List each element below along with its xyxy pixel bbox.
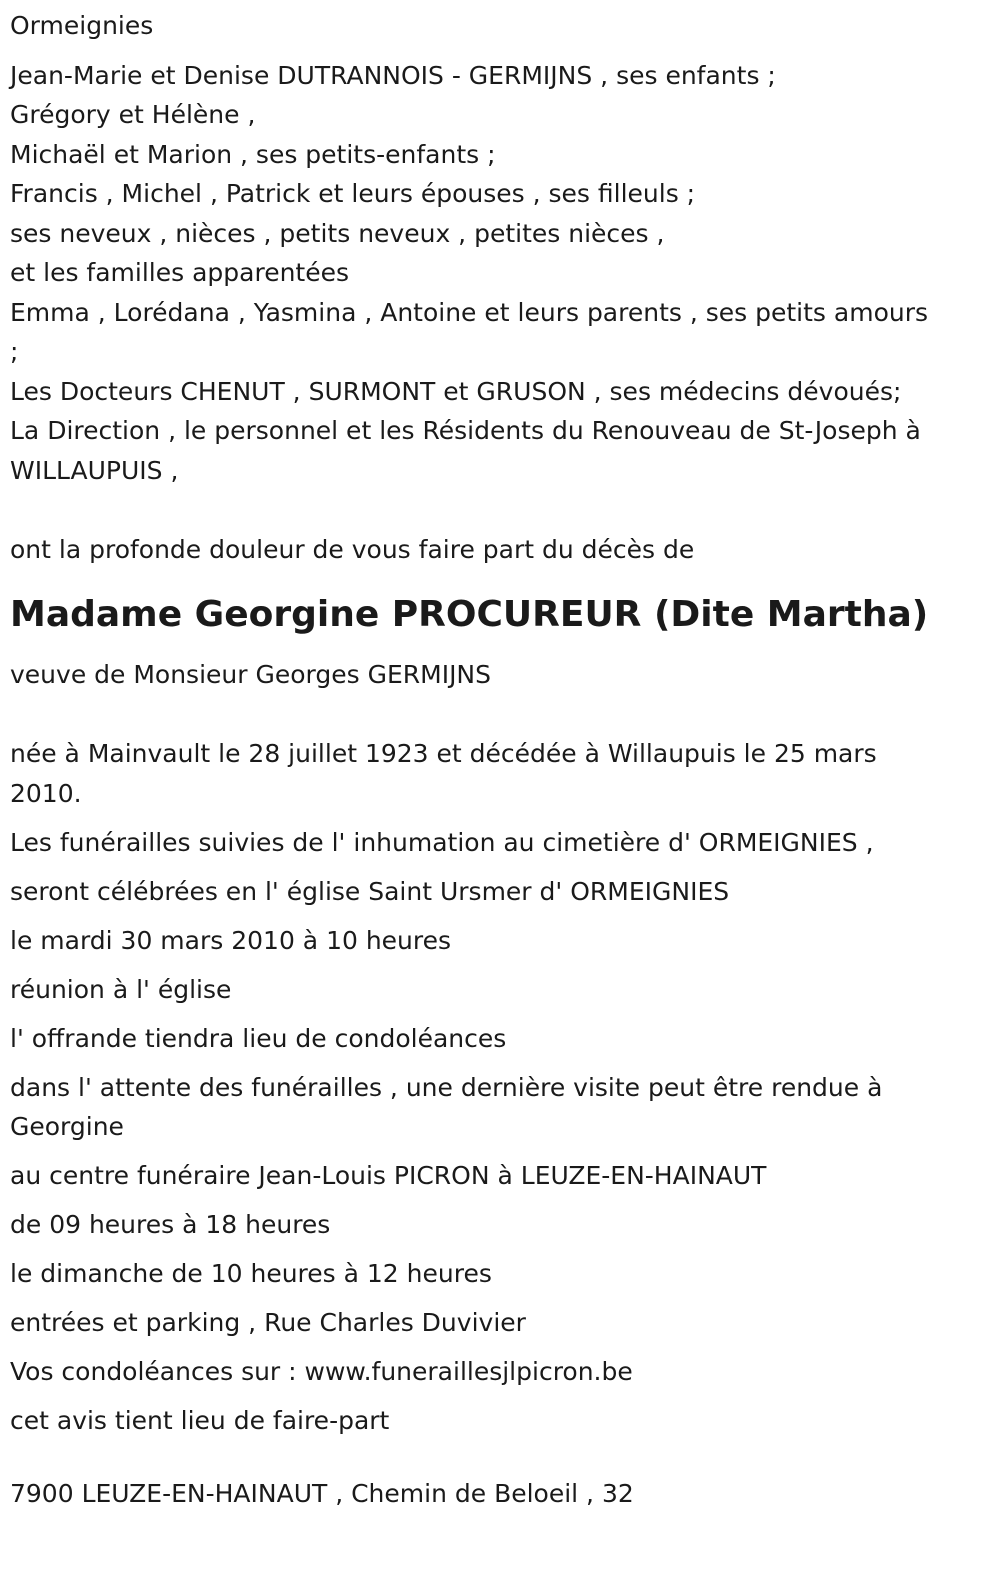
funeral-home-address: 7900 LEUZE-EN-HAINAUT , Chemin de Beloeil , 32	[10, 1479, 634, 1508]
family-line: ;	[10, 337, 19, 366]
family-list	[10, 56, 985, 491]
funeral-details	[10, 823, 985, 1440]
family-line: Michaël et Marion , ses petits-enfants ;	[10, 139, 496, 169]
announcement-text: ont la profonde douleur de vous faire part du décès de	[10, 534, 695, 564]
family-line: WILLAUPUIS ,	[10, 455, 179, 485]
condolences-line: Vos condoléances sur : www.funeraillesjlpicron.be	[10, 1357, 633, 1386]
detail-line: de 09 heures à 18 heures	[10, 1210, 331, 1239]
detail-line: entrées et parking , Rue Charles Duvivier	[10, 1308, 526, 1337]
birth-death-text: née à Mainvault le 28 juillet 1923 et décédée à Willaupuis le 25 mars	[10, 739, 877, 768]
detail-line: Les funérailles suivies de l' inhumation au cimetière d' ORMEIGNIES ,	[10, 828, 874, 857]
family-line: et les familles apparentées	[10, 258, 350, 287]
family-line: Les Docteurs CHENUT , SURMONT et GRUSON , ses médecins dévoués;	[10, 376, 902, 406]
detail-line: le mardi 30 mars 2010 à 10 heures	[10, 926, 452, 955]
deceased-name: Madame Georgine PROCUREUR (Dite Martha)	[10, 594, 929, 635]
family-line: Jean-Marie et Denise DUTRANNOIS - GERMIJNS , ses enfants ;	[10, 60, 776, 90]
visit-line-continued: Georgine	[10, 1112, 124, 1141]
visit-line: dans l' attente des funérailles , une dernière visite peut être rendue à	[10, 1073, 883, 1102]
family-line: Emma , Lorédana , Yasmina , Antoine et leurs parents , ses petits amours	[10, 297, 929, 327]
detail-line: le dimanche de 10 heures à 12 heures	[10, 1259, 492, 1288]
detail-line: réunion à l' église	[10, 975, 232, 1004]
detail-line: cet avis tient lieu de faire-part	[10, 1406, 390, 1435]
family-line: Francis , Michel , Patrick et leurs épouses , ses filleuls ;	[10, 179, 696, 208]
family-line: Grégory et Hélène ,	[10, 100, 256, 129]
obituary-notice	[10, 0, 985, 1514]
widow-of-text: veuve de Monsieur Georges GERMIJNS	[10, 660, 492, 689]
detail-line: au centre funéraire Jean-Louis PICRON à LEUZE-EN-HAINAUT	[10, 1161, 767, 1190]
family-line: ses neveux , nièces , petits neveux , petites nièces ,	[10, 218, 665, 248]
birth-death-text-continued: 2010.	[10, 778, 82, 808]
family-line: La Direction , le personnel et les Résidents du Renouveau de St-Joseph à	[10, 416, 921, 445]
detail-line: l' offrande tiendra lieu de condoléances	[10, 1024, 507, 1053]
detail-line: seront célébrées en l' église Saint Ursmer d' ORMEIGNIES	[10, 877, 730, 906]
location-header: Ormeignies	[10, 11, 154, 40]
